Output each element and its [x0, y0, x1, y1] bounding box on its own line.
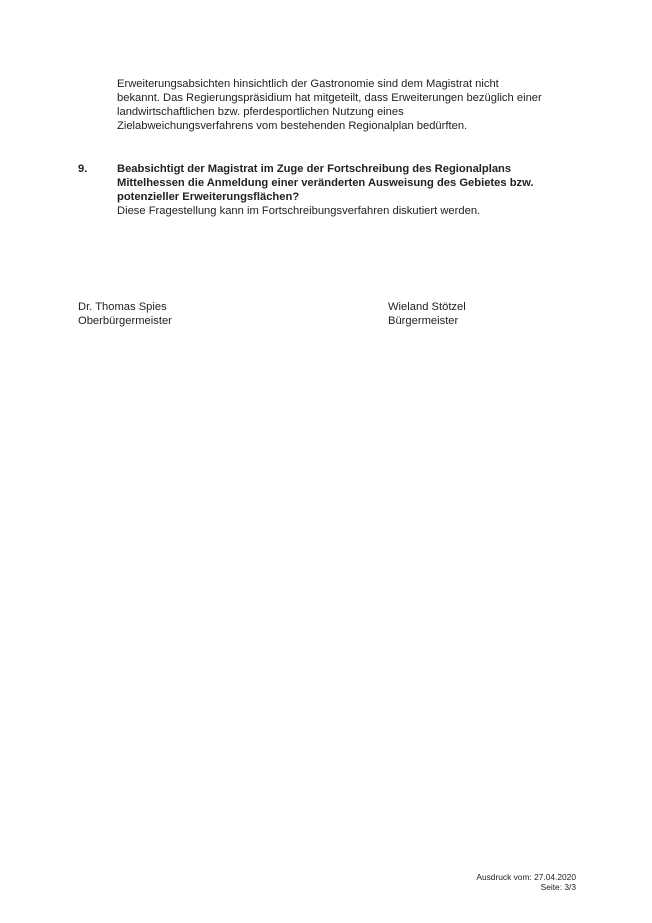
paragraph-line: Zielabweichungsverfahrens vom bestehenden Regionalplan bedürften. — [117, 120, 468, 132]
intro-paragraph — [117, 77, 587, 133]
print-date: Ausdruck vom: 27.04.2020 — [476, 872, 576, 882]
signatory-title: Oberbürgermeister — [78, 315, 172, 327]
item-question — [117, 162, 587, 204]
signatory-name: Dr. Thomas Spies — [78, 301, 167, 313]
signature-left — [78, 300, 172, 328]
paragraph-line: landwirtschaftlichen bzw. pferdesportlichen Nutzung eines — [117, 106, 404, 118]
question-line: Beabsichtigt der Magistrat im Zuge der Fortschreibung des Regionalplans — [117, 163, 512, 175]
answer-line: Diese Fragestellung kann im Fortschreibungsverfahren diskutiert werden. — [117, 205, 481, 217]
signatory-name: Wieland Stötzel — [388, 301, 466, 313]
page-number: Seite: 3/3 — [540, 882, 576, 892]
page-footer — [476, 872, 576, 892]
paragraph-line: Erweiterungsabsichten hinsichtlich der Gastronomie sind dem Magistrat nicht — [117, 78, 499, 90]
question-line: potenzieller Erweiterungsflächen? — [117, 191, 300, 203]
item-answer — [117, 204, 587, 218]
paragraph-line: bekannt. Das Regierungspräsidium hat mitgeteilt, dass Erweiterungen bezüglich einer — [117, 92, 542, 104]
signature-right — [388, 300, 466, 328]
question-line: Mittelhessen die Anmeldung einer veränderten Ausweisung des Gebietes bzw. — [117, 177, 534, 189]
item-number: 9. — [78, 163, 88, 175]
signatory-title: Bürgermeister — [388, 315, 459, 327]
